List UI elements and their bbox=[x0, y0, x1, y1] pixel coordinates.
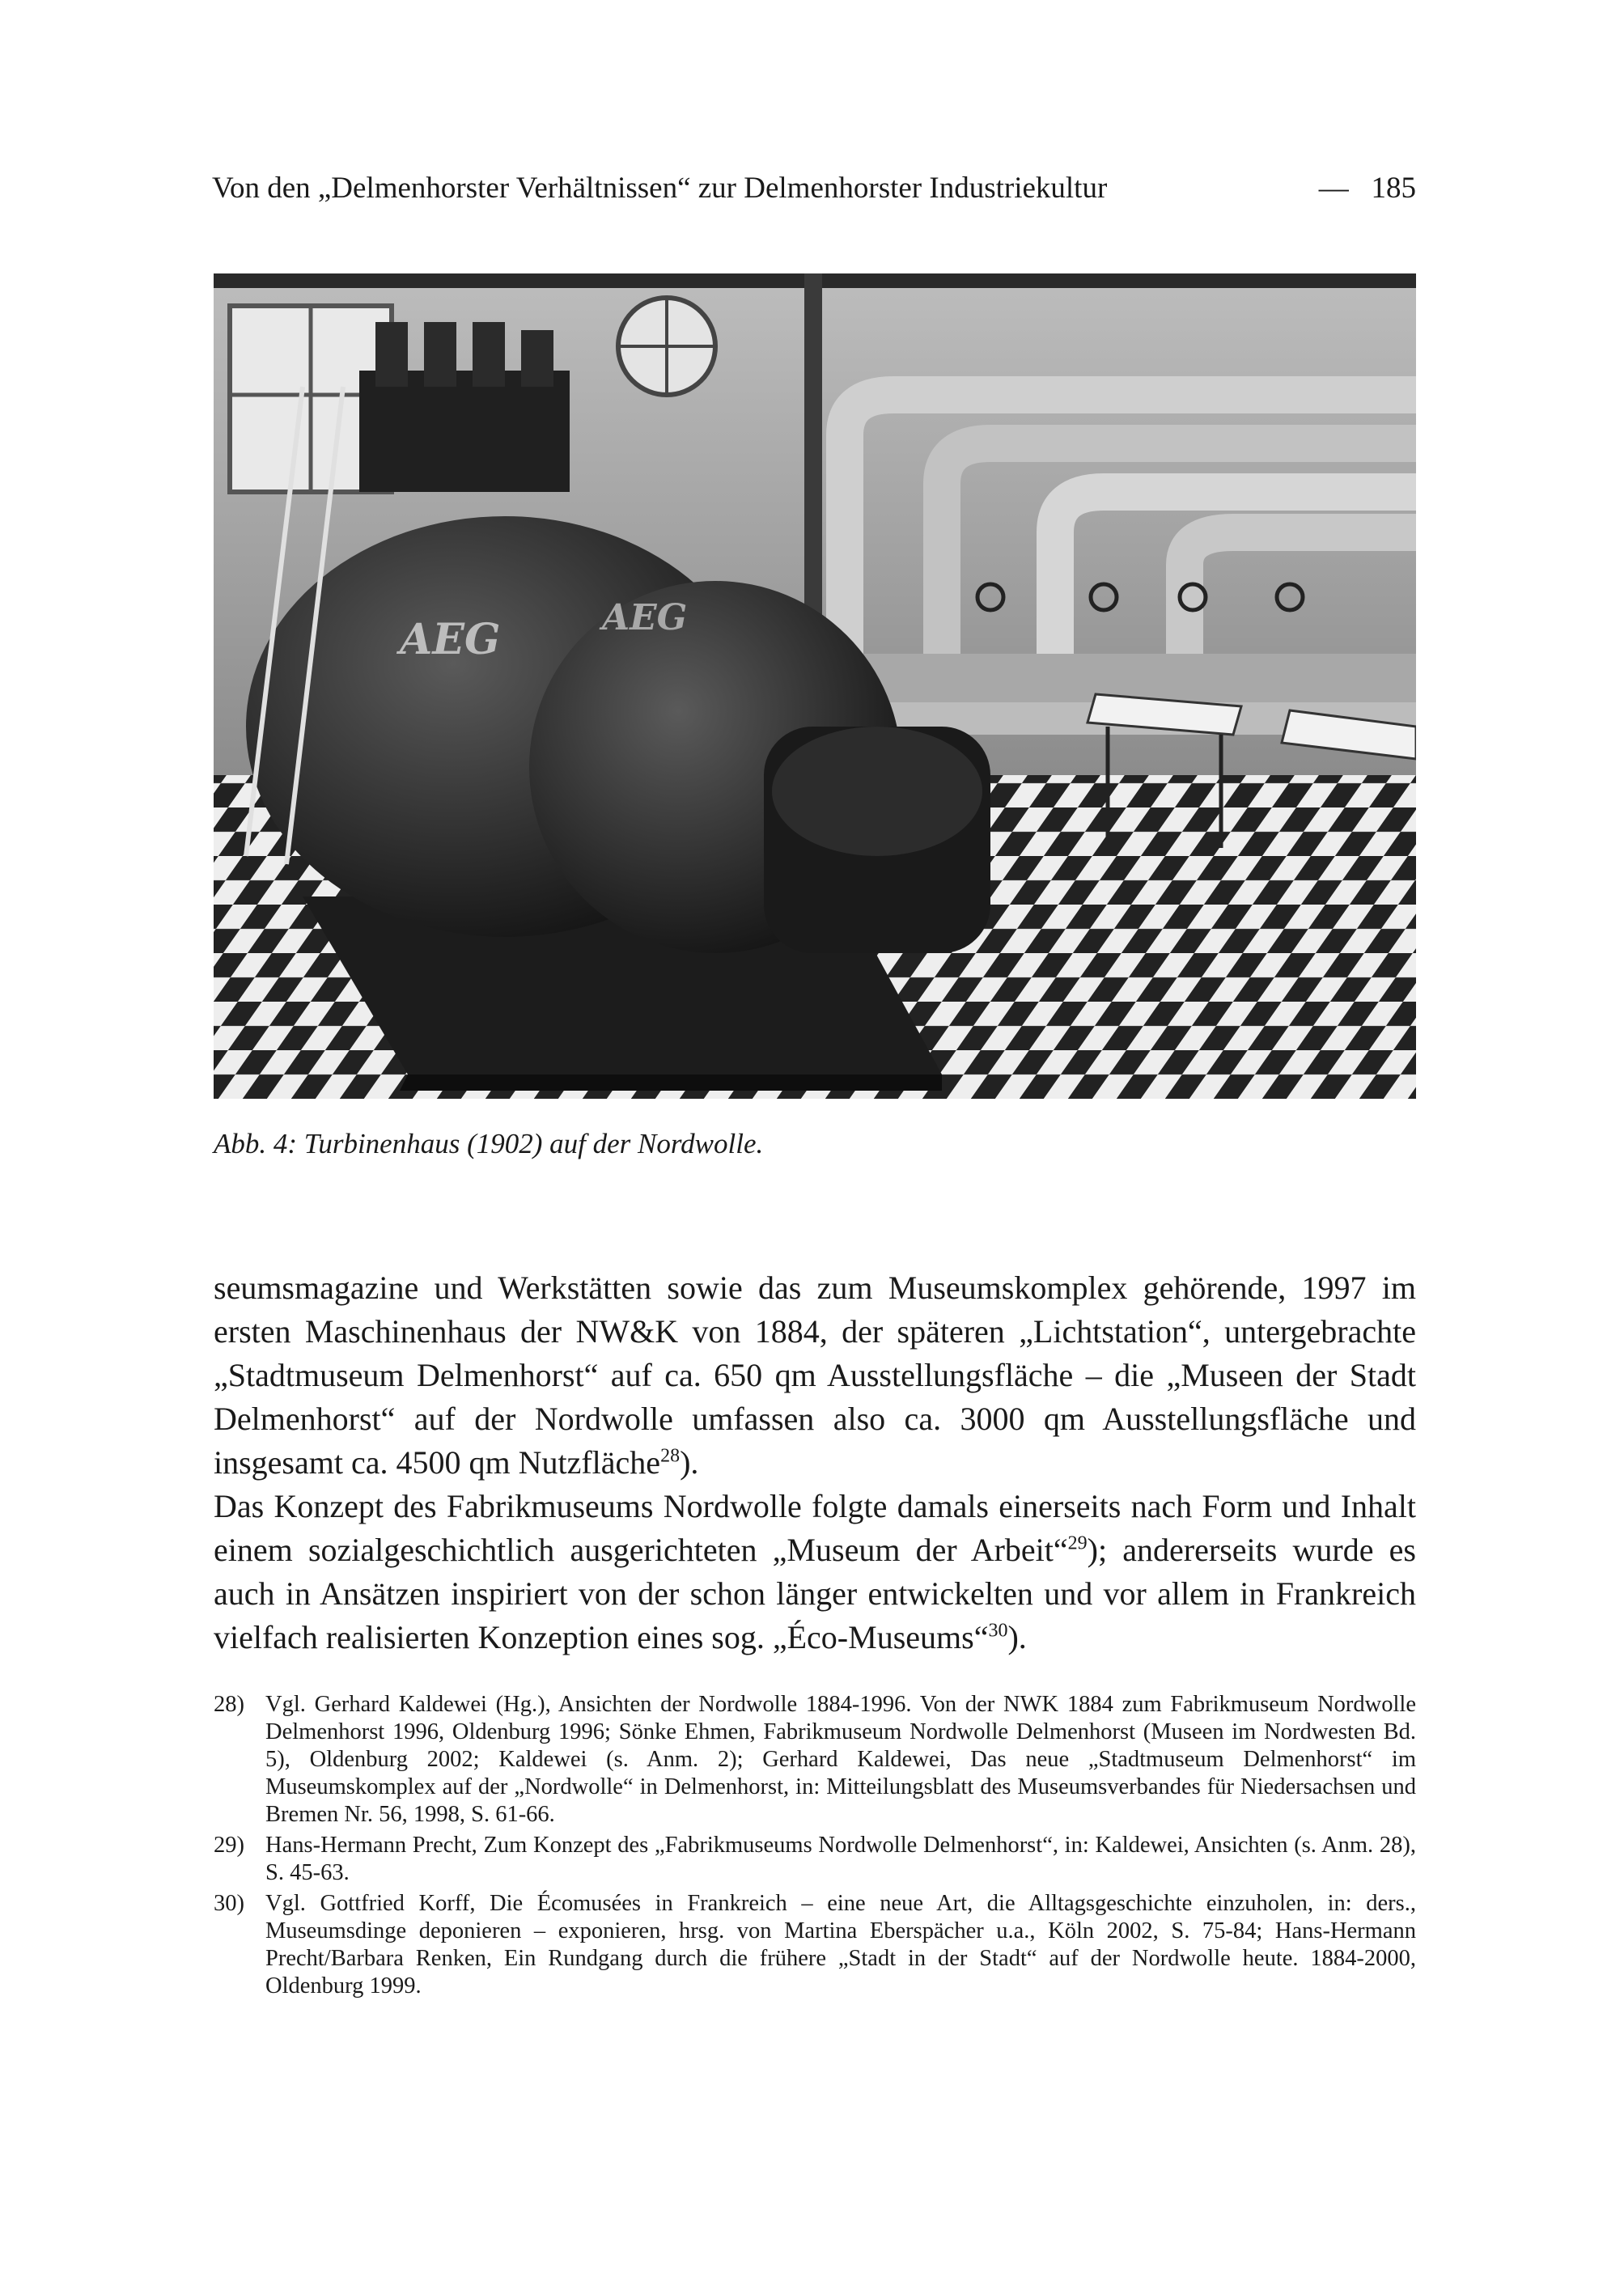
running-title: Von den „Delmenhorster Verhältnissen“ zur Delmenhorster Industriekultur bbox=[212, 172, 1108, 205]
aeg-lettering-left: AEG bbox=[400, 615, 501, 664]
footnote-29 bbox=[214, 1832, 1416, 1887]
footnote-28 bbox=[214, 1691, 1416, 1829]
header-dash: — bbox=[1318, 172, 1349, 205]
footnote-30 bbox=[214, 1890, 1416, 2000]
footnote-ref-29[interactable]: 29 bbox=[1067, 1532, 1088, 1554]
figure-caption: Abb. 4: Turbinenhaus (1902) auf der Nordwolle. bbox=[214, 1128, 764, 1159]
running-header bbox=[212, 168, 1416, 209]
footnote-text: Vgl. Gottfried Korff, Die Écomusées in Frankreich – eine neue Art, die Alltagsgeschichte einzuholen, in: ders., Museumsdinge deponieren – exponieren, hrsg. von Martina Eberspächer u.a., Köln 2002, S. 75-84; Hans-Hermann Precht/Barbara Renken, Ein Rundgang durch die frühere „Stadt in der Stadt“ auf der Nordwolle heute. 1884-2000, Oldenburg 1999. bbox=[265, 1891, 1416, 1998]
page-number: 185 bbox=[1371, 172, 1416, 205]
footnote-number: 29) bbox=[214, 1833, 244, 1858]
footnote-text: Hans-Hermann Precht, Zum Konzept des „Fabrikmuseums Nordwolle Delmenhorst“, in: Kaldewei, Ansichten (s. Anm. 28), S. 45-63. bbox=[265, 1833, 1416, 1885]
footnote-number: 28) bbox=[214, 1692, 244, 1717]
turbine-hall-photo bbox=[214, 273, 1416, 1099]
footnote-ref-30[interactable]: 30 bbox=[988, 1620, 1008, 1642]
header-right bbox=[1319, 168, 1416, 209]
body-text bbox=[214, 1266, 1416, 1659]
photo-illustration bbox=[214, 273, 1416, 1099]
footnote-number: 30) bbox=[214, 1891, 244, 1916]
footnote-text: Vgl. Gerhard Kaldewei (Hg.), Ansichten der Nordwolle 1884-1996. Von der NWK 1884 zum Fabrikmuseum Nordwolle Delmenhorst 1996, Oldenburg 1996; Sönke Ehmen, Fabrikmuseum Nordwolle Delmenhorst (Museen im Nordwesten Bd. 5), Oldenburg 2002; Kaldewei (s. Anm. 2); Gerhard Kaldewei, Das neue „Stadtmuseum Delmenhorst“ im Museumskomplex auf der „Nordwolle“ in Delmenhorst, in: Mitteilungsblatt des Museumsverbandes für Niedersachsen und Bremen Nr. 56, 1998, S. 61-66. bbox=[265, 1692, 1416, 1827]
aeg-lettering-right: AEG bbox=[602, 597, 688, 638]
paragraph-1: seumsmagazine und Werkstätten sowie das zum Museumskomplex gehörende, 1997 im ersten Maschinenhaus der NW&K von 1884, der späteren „Lichtstation“, untergebrachte „Stadtmuseum Delmenhorst“ auf ca. 650 qm Ausstellungsfläche – die „Museen der Stadt Delmenhorst“ auf der Nordwolle umfassen also ca. 3000 qm Ausstellungsfläche und insgesamt ca. 4500 qm Nutzfläche$^{28}$). bbox=[214, 1269, 1416, 1481]
footnote-ref-28[interactable]: 28 bbox=[660, 1445, 681, 1467]
footnotes bbox=[214, 1691, 1416, 2003]
paragraph-2: Das Konzept des Fabrikmuseums Nordwolle folgte damals einerseits nach Form und Inhalt einem sozialgeschichtlich ausgerichteten „Museum der Arbeit“$^{29}$); andererseits wurde es auch in Ansätzen inspiriert von der schon länger entwickelten und vor allem in Frankreich vielfach realisierten Konzeption eines sog. „Éco-Museums“$^{30}$). bbox=[214, 1488, 1416, 1655]
